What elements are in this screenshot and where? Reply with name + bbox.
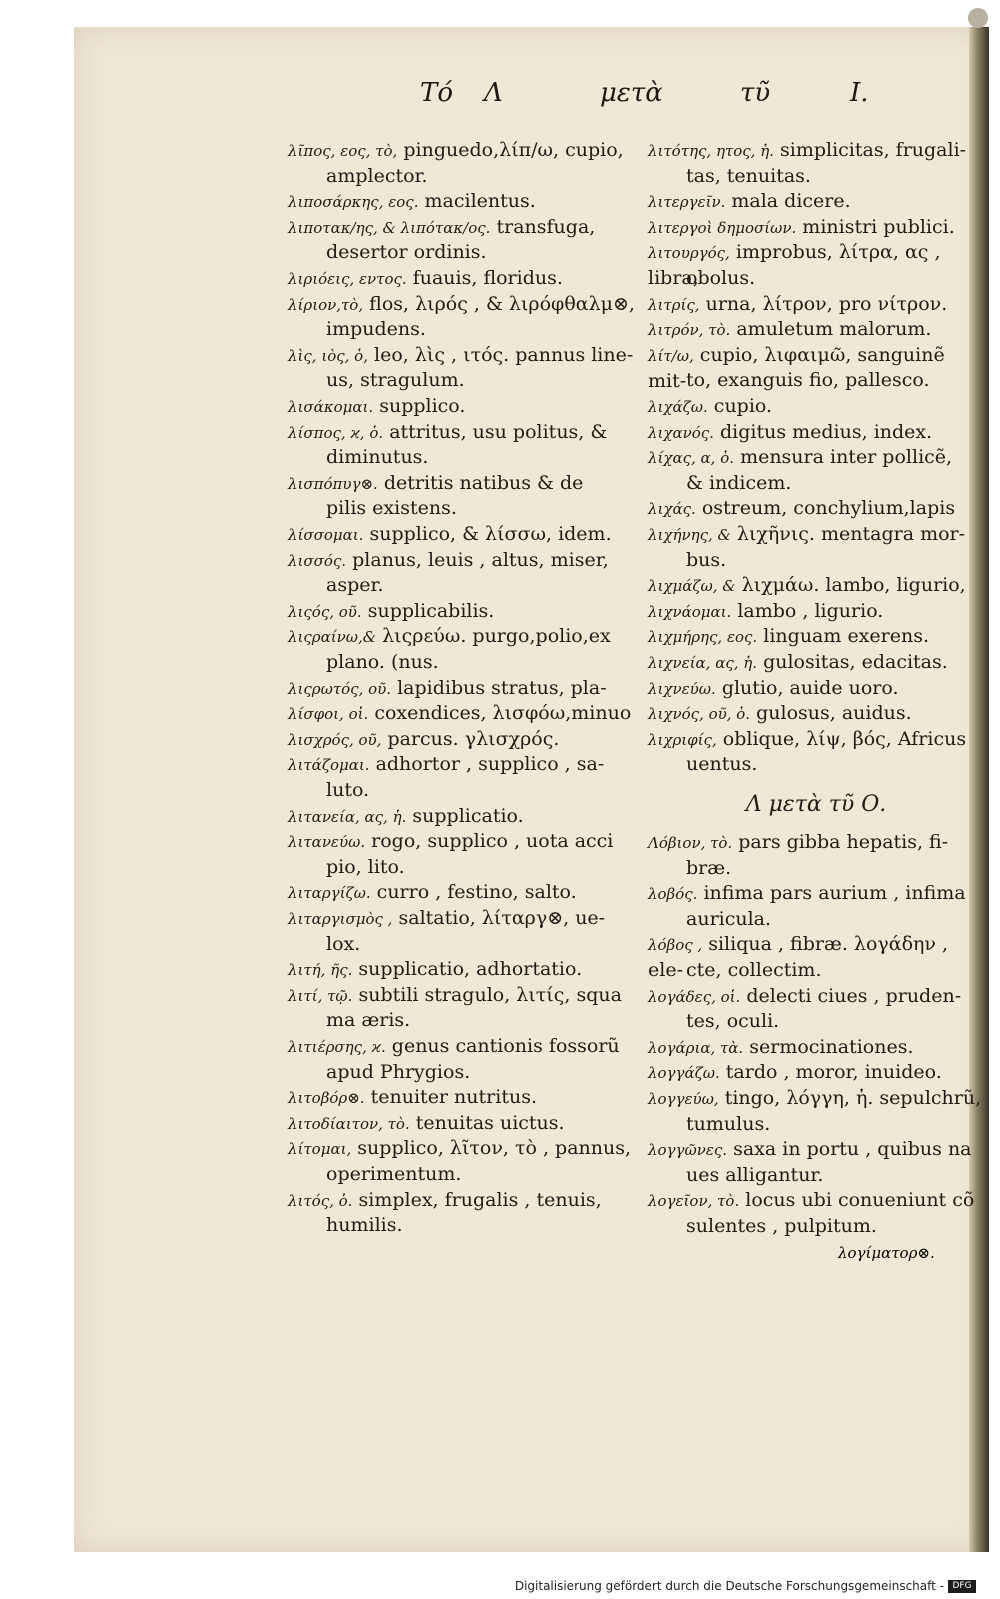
entry-line	[648, 420, 984, 446]
definition: ostreum, conchylium,lapis	[701, 497, 956, 520]
definition: oblique, λίψ, βός, Africus	[722, 727, 967, 750]
headword: λιριόεις, εντος.	[288, 270, 407, 288]
definition: glutio, auide uoro.	[721, 676, 899, 699]
definition: rogo, supplico , uota acci	[371, 830, 614, 853]
definition: tumulus.	[686, 1112, 771, 1135]
entry-line	[648, 138, 984, 164]
entry-line	[288, 215, 640, 241]
entry-line	[288, 650, 640, 676]
entry-line	[648, 727, 984, 753]
digitization-credit: Digitalisierung gefördert durch die Deutsche Forschungsgemeinschaft -	[514, 1579, 944, 1593]
definition: locus ubi conueniunt cõ	[745, 1189, 975, 1212]
definition: planus, leuis , altus, miser,	[352, 548, 609, 571]
entry-line	[648, 471, 984, 497]
entry-line	[648, 1214, 984, 1240]
headword: λιχήνης, &	[648, 526, 731, 544]
definition: genus cantionis fossorũ	[391, 1035, 620, 1057]
entry-line	[648, 445, 984, 471]
definition: plano. (nus.	[326, 651, 439, 673]
definition: linguam exerens.	[763, 625, 929, 648]
definition: luto.	[326, 779, 370, 801]
definition: infima pars aurium , infima	[703, 882, 966, 905]
definition: curro , festino, salto.	[376, 881, 577, 904]
entry-line	[648, 215, 984, 241]
headword: λίσφοι, οἱ.	[288, 705, 369, 724]
headword: λίριον,τὸ,	[288, 295, 364, 314]
definition: auricula.	[686, 907, 772, 930]
headword: λιχάς.	[648, 500, 696, 519]
entry-line	[648, 676, 984, 702]
entry-line	[648, 368, 984, 394]
definition: supplico.	[379, 395, 466, 417]
definition: mala dicere.	[731, 190, 851, 213]
definition: sulentes , pulpitum.	[686, 1215, 877, 1237]
header-word-4: τῦ	[740, 78, 771, 108]
entry-line	[648, 624, 984, 650]
entry-line	[288, 1162, 640, 1188]
definition: sermocinationes.	[749, 1035, 914, 1058]
entry-line	[288, 932, 640, 958]
entry-line	[288, 1111, 640, 1137]
definition: pilis existens.	[326, 497, 457, 520]
definition: lambo , ligurio.	[737, 599, 884, 622]
entry-line	[648, 522, 984, 548]
definition: pio, lito.	[326, 855, 405, 878]
headword: λιχνάομαι.	[648, 602, 732, 621]
headword: λιχανός.	[648, 423, 714, 442]
entry-line	[648, 1060, 984, 1086]
headword: λογάρια, τὰ.	[648, 1038, 744, 1057]
headword: λιχριφίς,	[648, 730, 717, 749]
dfg-logo: DFG	[948, 1580, 976, 1593]
definition: transfuga,	[496, 215, 596, 238]
headword: λιχνεύω.	[648, 679, 716, 698]
headword: λιταργισμὸς ,	[288, 910, 393, 928]
definition: diminutus.	[326, 446, 429, 469]
entry-line	[288, 189, 640, 215]
headword: λιτουργός,	[648, 244, 730, 263]
definition: saxa in portu , quibus na	[733, 1138, 972, 1161]
section-heading: Λ μετὰ τῦ Ο.	[745, 792, 887, 817]
entry-line	[288, 752, 640, 778]
headword: λίτομαι,	[288, 1140, 352, 1159]
entry-line	[288, 164, 640, 190]
headword: λογγῶνες.	[648, 1141, 728, 1160]
entry-line	[648, 881, 984, 907]
definition: ministri publici.	[802, 215, 955, 238]
definition: tenuiter nutritus.	[370, 1086, 537, 1109]
entry-line	[648, 394, 984, 420]
headword: λιςρωτός, οῦ.	[288, 679, 392, 698]
entry-line	[288, 727, 640, 753]
entry-line	[288, 1008, 640, 1034]
definition: apud Phrygios.	[326, 1060, 471, 1083]
definition: pars gibba hepatis, fi-	[738, 831, 949, 853]
entry-line	[648, 317, 984, 343]
definition: λιχῆνις. mentagra mor-	[736, 523, 966, 545]
headword: λίχας, α, ὁ.	[648, 449, 735, 468]
headword: λιτή, ῆς.	[288, 961, 353, 980]
definition: λιχμάω. lambo, ligurio,	[741, 574, 966, 597]
headword: λὶς, ιὸς, ὁ,	[288, 346, 368, 365]
entry-line	[648, 548, 984, 574]
definition: obolus.	[686, 267, 756, 289]
definition: simplex, frugalis , tenuis,	[358, 1188, 602, 1211]
definition: gulosus, auidus.	[756, 702, 912, 725]
definition: amplector.	[326, 164, 428, 187]
running-header	[0, 78, 1000, 118]
headword: λιτοδίαιτον, τὸ.	[288, 1114, 410, 1133]
definition: saltatio, λίταργ⊗, ue-	[398, 907, 606, 929]
header-word-1: Τό	[420, 78, 453, 108]
definition: supplicatio, adhortatio.	[358, 958, 583, 981]
page-corner-mark	[968, 8, 988, 28]
entry-line	[288, 573, 640, 599]
definition: operimentum.	[326, 1163, 462, 1185]
headword: λιτρόν, τὸ.	[648, 321, 731, 340]
entry-line	[288, 292, 640, 318]
definition: adhortor , supplico , sa-	[375, 753, 605, 776]
headword: λιποτακ/ης, & λιπότακ/ος.	[288, 218, 491, 237]
entry-line	[288, 1136, 640, 1162]
headword: λίτ/ω,	[648, 346, 694, 365]
headword: λιτανεία, ας, ἡ.	[288, 807, 407, 826]
definition: desertor ordinis.	[326, 241, 487, 264]
definition: fuauis, floridus.	[412, 267, 563, 289]
entry-line	[288, 880, 640, 906]
entry-line	[648, 266, 984, 292]
entry-line	[648, 1035, 984, 1061]
headword: λιχάζω.	[648, 398, 708, 416]
definition: gulositas, edacitas.	[763, 651, 948, 673]
entry-line	[648, 1188, 984, 1214]
definition: humilis.	[326, 1214, 403, 1237]
definition: digitus medius, index.	[719, 420, 933, 443]
headword: λιτρίς,	[648, 295, 700, 314]
definition: delecti ciues , pruden-	[746, 984, 962, 1007]
headword: λιχνός, οῦ, ὁ.	[648, 705, 751, 724]
definition: lapidibus stratus, pla-	[397, 676, 607, 699]
entry-line	[648, 292, 984, 318]
definition: & indicem.	[686, 471, 792, 494]
entry-line	[288, 496, 640, 522]
headword: λιχμάζω, &	[648, 577, 736, 596]
entry-line	[288, 445, 640, 471]
footer-bar	[0, 1571, 1000, 1599]
headword: λόβος ,	[648, 936, 703, 955]
headword: λισσός.	[288, 551, 347, 570]
entry-line	[288, 138, 640, 164]
entry-line	[648, 496, 984, 522]
definition: asper.	[326, 574, 384, 597]
headword: λῖπος, εος, τὸ,	[288, 142, 398, 160]
headword: λίσσομαι.	[288, 526, 364, 544]
entry-line	[288, 420, 640, 446]
entry-line	[648, 752, 984, 778]
entry-line	[648, 1009, 984, 1035]
definition: amuletum malorum.	[736, 318, 932, 341]
header-word-2: Λ	[484, 78, 503, 108]
headword: λισπόπυγ⊗.	[288, 474, 378, 493]
definition: tas, tenuitas.	[686, 164, 811, 187]
entry-line	[288, 343, 640, 369]
definition: impudens.	[326, 318, 426, 341]
entry-line	[288, 522, 640, 548]
entry-line	[288, 471, 640, 497]
definition: ues alligantur.	[686, 1163, 824, 1186]
definition: tingo, λόγγη, ἡ. sepulchrũ,	[724, 1087, 982, 1109]
entry-line	[288, 804, 640, 830]
definition: improbus, λίτρα, ας , libra,	[648, 241, 941, 290]
headword: λιτός, ὁ.	[288, 1191, 353, 1210]
headword: Λόβιον, τὸ.	[648, 834, 733, 852]
definition: coxendices, λισφόω,minuo	[374, 702, 632, 725]
entry-line	[648, 164, 984, 190]
entry-line	[288, 317, 640, 343]
entry-line	[648, 1112, 984, 1138]
definition: supplico, λῖτον, τὸ , pannus,	[357, 1137, 632, 1160]
entry-line	[288, 829, 640, 855]
header-word-3: μετὰ	[600, 78, 663, 108]
headword: λιταργίζω.	[288, 884, 371, 903]
entry-line	[648, 650, 984, 676]
entry-line	[648, 1163, 984, 1189]
entry-line	[288, 778, 640, 804]
definition: simplicitas, frugali-	[780, 139, 967, 161]
entry-line	[288, 1188, 640, 1214]
headword: λισχρός, οῦ,	[288, 730, 382, 749]
definition: bus.	[686, 548, 727, 571]
headword: λιτί, τῷ.	[288, 986, 353, 1005]
definition: bræ.	[686, 856, 732, 879]
entry-line	[648, 701, 984, 727]
entry-line	[648, 856, 984, 882]
entry-line	[288, 855, 640, 881]
entry-line	[648, 599, 984, 625]
headword: λισάκομαι.	[288, 398, 374, 416]
entry-line	[648, 573, 984, 599]
entry-line	[288, 1213, 640, 1239]
headword: λιχνεία, ας, ἡ.	[648, 654, 758, 672]
entry-line	[288, 368, 640, 394]
entry-line	[288, 701, 640, 727]
definition: uentus.	[686, 753, 758, 776]
definition: subtili stragulo, λιτίς, squa	[358, 983, 622, 1006]
definition: tardo , moror, inuideo.	[725, 1061, 942, 1084]
definition: us, stragulum.	[326, 369, 465, 392]
entry-line	[288, 1060, 640, 1086]
headword: λιτιέρσης, ϰ.	[288, 1038, 386, 1056]
definition: pinguedo,λίπ/ω, cupio,	[403, 139, 624, 161]
entry-line	[648, 189, 984, 215]
entry-line	[648, 984, 984, 1010]
definition: flos, λιρός , & λιρόφθαλμ⊗,	[369, 292, 635, 315]
definition: to, exanguis fio, pallesco.	[686, 369, 930, 392]
headword: λοβός.	[648, 885, 698, 904]
entry-line	[288, 394, 640, 420]
entry-line	[288, 548, 640, 574]
definition: detritis natibus & de	[383, 471, 584, 494]
definition: attritus, usu politus, &	[389, 420, 608, 443]
entry-line	[288, 624, 640, 650]
headword: λιτότης, ητος, ἡ.	[648, 142, 774, 160]
definition: cupio.	[713, 395, 773, 417]
definition: cupio, λιφαιμῶ, sanguinẽ mit-	[648, 343, 945, 392]
definition: lox.	[326, 932, 361, 955]
definition: supplicatio.	[412, 804, 524, 827]
entry-line	[288, 1034, 640, 1060]
entry-line	[648, 907, 984, 933]
entry-line	[648, 1086, 984, 1112]
entry-line	[648, 958, 984, 984]
definition: supplicabilis.	[367, 599, 495, 622]
entry-line	[288, 906, 640, 932]
definition: leo, λὶς , ιτός. pannus line-	[374, 343, 634, 366]
definition: supplico, & λίσσω, idem.	[369, 523, 612, 545]
entry-line	[288, 599, 640, 625]
headword: λογγεύω,	[648, 1090, 719, 1108]
headword: λίσπος, ϰ, ὁ.	[288, 423, 384, 442]
definition: urna, λίτρον, pro νίτρον.	[705, 292, 948, 315]
headword: λιτανεύω.	[288, 833, 366, 852]
definition: ma æris.	[326, 1009, 411, 1032]
entry-line	[288, 957, 640, 983]
entry-line	[288, 1085, 640, 1111]
entry-line	[288, 676, 640, 702]
entry-line	[648, 830, 984, 856]
definition: cte, collectim.	[686, 959, 822, 981]
catchword: λογίματορ⊗.	[838, 1244, 935, 1262]
definition: mensura inter pollicẽ,	[740, 446, 953, 469]
definition: siliqua , fibræ. λογάδην , ele-	[648, 933, 949, 982]
definition: tenuitas uictus.	[415, 1111, 565, 1134]
definition: parcus. γλισχρός.	[387, 727, 560, 750]
headword: λογάδες, οἱ.	[648, 987, 741, 1006]
headword: λιςός, οῦ.	[288, 602, 362, 621]
headword: λογεῖον, τὸ.	[648, 1192, 740, 1211]
headword: λογγάζω.	[648, 1064, 720, 1083]
definition: tes, oculi.	[686, 1010, 780, 1033]
page-number: Ι.	[850, 78, 869, 108]
definition: macilentus.	[424, 190, 536, 213]
headword: λιτεργοὶ δημοσίων.	[648, 218, 797, 237]
entry-line	[288, 266, 640, 292]
entry-line	[648, 1137, 984, 1163]
headword: λιχμήρης, εος.	[648, 628, 758, 647]
definition: λιςρεύω. purgo,polio,ex	[382, 625, 611, 648]
headword: λιποσάρκης, εος.	[288, 193, 419, 212]
headword: λιτάζομαι.	[288, 756, 370, 775]
headword: λιτοβόρ⊗.	[288, 1089, 365, 1108]
headword: λιτεργεῖν.	[648, 193, 726, 212]
entry-line	[288, 983, 640, 1009]
headword: λιςραίνω,&	[288, 628, 377, 647]
entry-line	[288, 240, 640, 266]
